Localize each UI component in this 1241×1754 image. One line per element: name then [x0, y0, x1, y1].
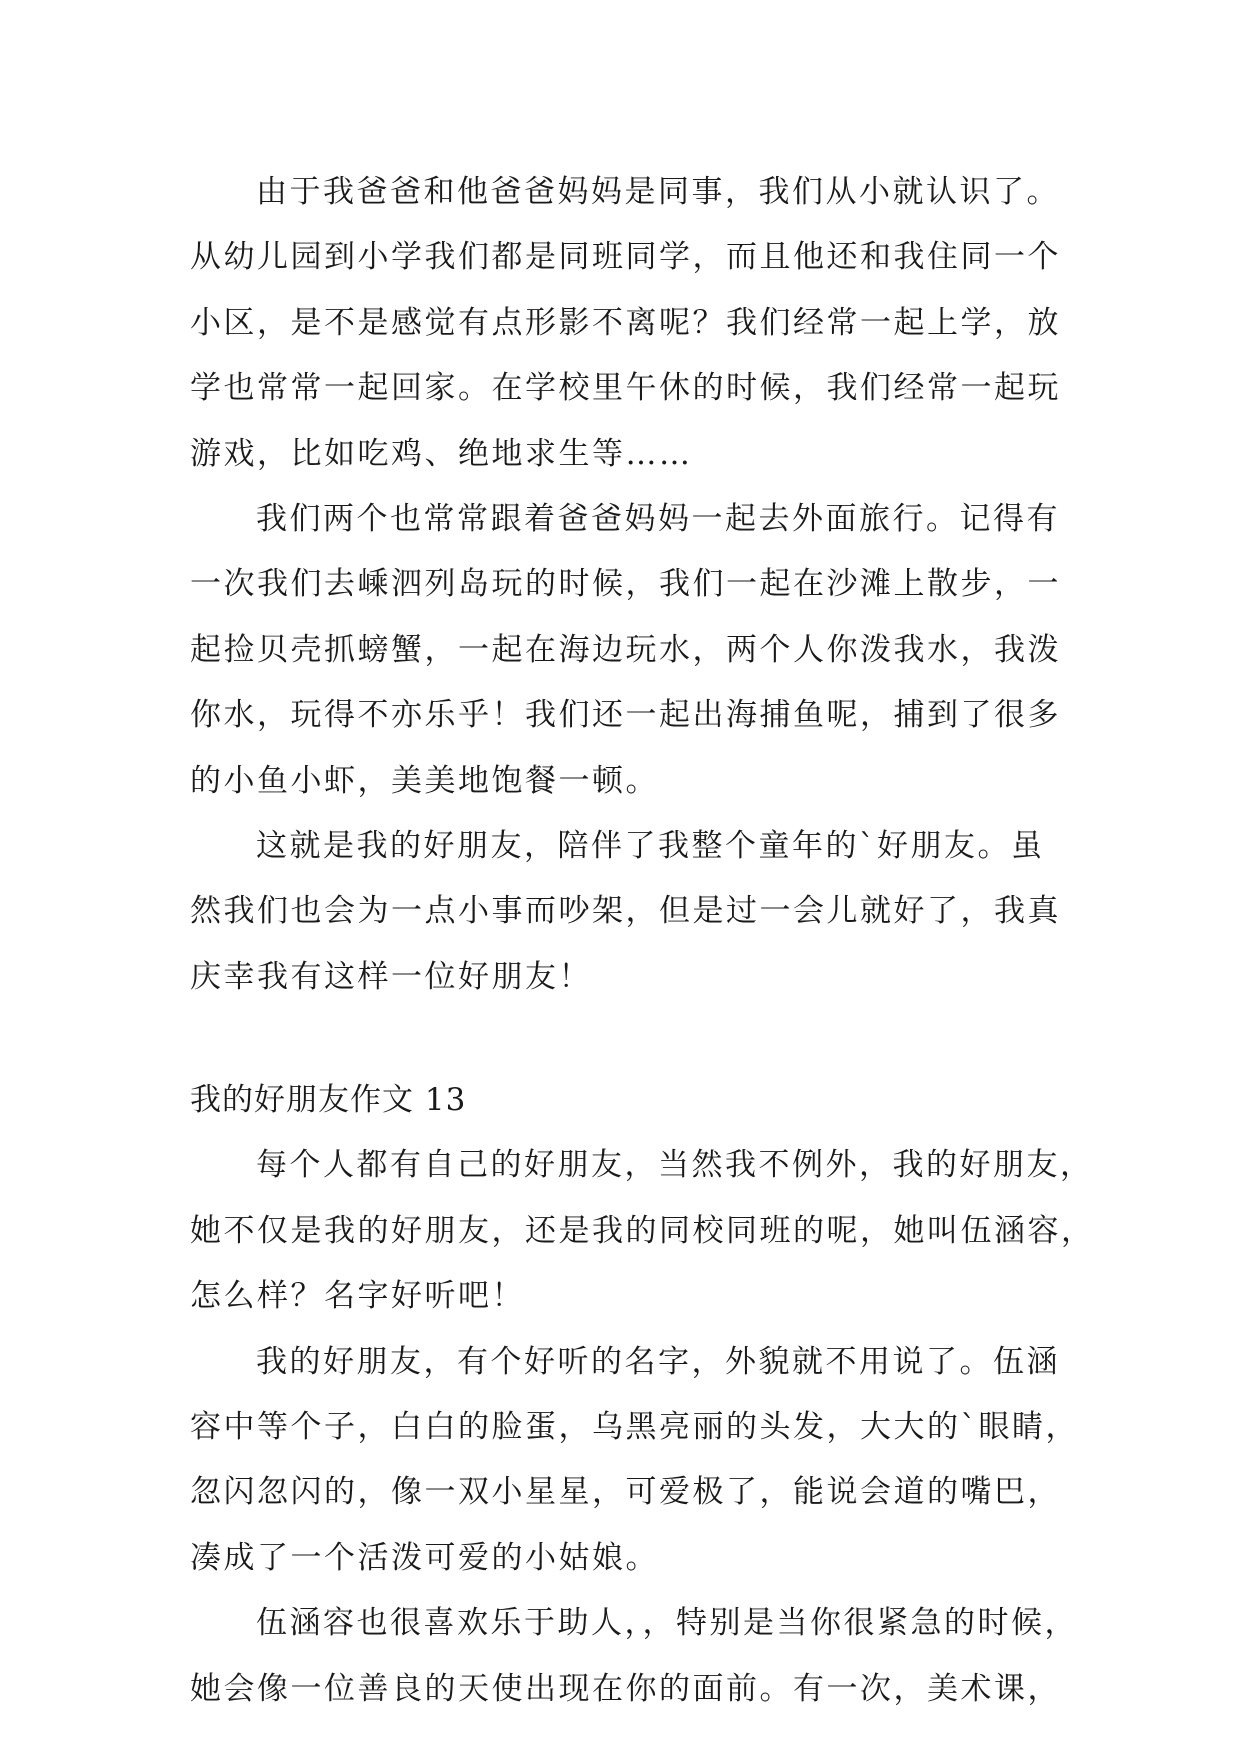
text-line: 从幼儿园到小学我们都是同班同学，而且他还和我住同一个 — [190, 239, 1061, 276]
text-line: 容中等个子，白白的脸蛋，乌黑亮丽的头发，大大的`眼睛， — [190, 1409, 1079, 1446]
text-line: 我们两个也常常跟着爸爸妈妈一起去外面旅行。记得有 — [256, 500, 1060, 537]
text-line: 小区，是不是感觉有点形影不离呢？我们经常一起上学，放 — [190, 304, 1061, 341]
section-heading: 我的好朋友作文 13 — [190, 1082, 467, 1119]
text-line: 忽闪忽闪的，像一双小星星，可爱极了，能说会道的嘴巴， — [190, 1474, 1061, 1511]
text-line: 学也常常一起回家。在学校里午休的时候，我们经常一起玩 — [190, 370, 1061, 407]
text-line: 游戏，比如吃鸡、绝地求生等…… — [190, 435, 693, 472]
paragraph — [190, 487, 1070, 814]
text-line: 我的好朋友，有个好听的名字，外貌就不用说了。伍涵 — [256, 1343, 1060, 1380]
text-line: 每个人都有自己的好朋友，当然我不例外，我的好朋友， — [256, 1147, 1094, 1184]
text-line: 她会像一位善良的天使出现在你的面前。有一次，美术课， — [190, 1670, 1061, 1707]
paragraph — [190, 1591, 1078, 1722]
text-line: 然我们也会为一点小事而吵架，但是过一会儿就好了，我真 — [190, 893, 1061, 930]
paragraph — [190, 1133, 1095, 1329]
text-line: 起捡贝壳抓螃蟹，一起在海边玩水，两个人你泼我水，我泼 — [190, 631, 1061, 668]
text-line: 你水，玩得不亦乐乎！我们还一起出海捕鱼呢，捕到了很多 — [190, 697, 1061, 734]
document-page — [190, 160, 1095, 1722]
text-line: 怎么样？名字好听吧！ — [190, 1278, 525, 1315]
text-line: 凑成了一个活泼可爱的小姑娘。 — [190, 1539, 659, 1576]
paragraph — [190, 814, 1070, 1010]
text-line: 庆幸我有这样一位好朋友！ — [190, 958, 592, 995]
text-line: 的小鱼小虾，美美地饱餐一顿。 — [190, 762, 659, 799]
text-line: 由于我爸爸和他爸爸妈妈是同事，我们从小就认识了。 — [256, 174, 1060, 210]
text-line: 这就是我的好朋友，陪伴了我整个童年的`好朋友。虽 — [256, 827, 1045, 864]
text-line: 伍涵容也很喜欢乐于助人，，特别是当你很紧急的时候， — [256, 1605, 1078, 1642]
text-line: 一次我们去嵊泗列岛玩的时候，我们一起在沙滩上散步，一 — [190, 566, 1061, 603]
paragraph — [190, 160, 1070, 487]
paragraph — [190, 1330, 1079, 1592]
text-line: 她不仅是我的好朋友，还是我的同校同班的呢，她叫伍涵容， — [190, 1212, 1095, 1249]
